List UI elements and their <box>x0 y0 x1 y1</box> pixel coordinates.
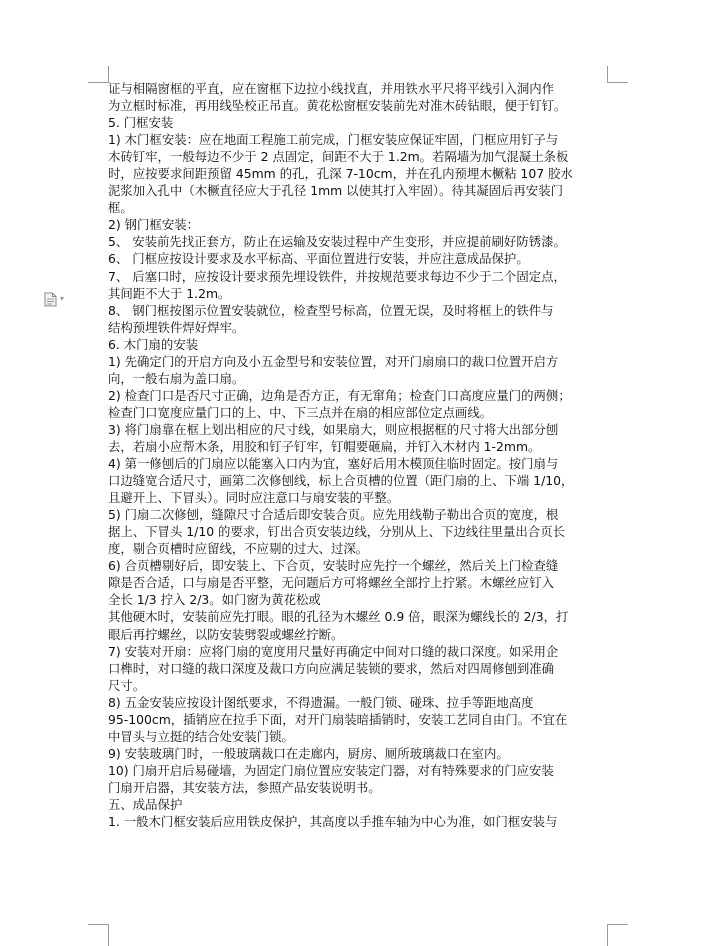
text-line: 五、成品保护 <box>108 796 183 812</box>
text-line: 3) 将门扇靠在框上划出相应的尺寸线，如果扇大，则应根据框的尺寸将大出部分刨 <box>108 421 559 437</box>
text-line: 且避开上、下冒头）。同时应注意口与扇安装的平整。 <box>108 490 400 506</box>
text-line: 眼后再拧螺丝，以防安装劈裂或螺丝拧断。 <box>108 626 344 642</box>
text-line: 5、 安装前先找正套方，防止在运输及安装过程中产生变形，并应提前刷好防锈漆。 <box>108 234 566 250</box>
text-line: 向，一般右扇为盖口扇。 <box>108 370 245 386</box>
text-line: 8) 五金安装应按设计图纸要求，不得遗漏。一般门锁、碰珠、拉手等距地高度 <box>108 694 534 710</box>
text-line: 隙是否合适，口与扇是否平整，无问题后方可将螺丝全部拧上拧紧。木螺丝应钉入 <box>108 575 555 591</box>
text-line: 2) 钢门框安装： <box>108 217 199 233</box>
text-line: 1. 一般木门框安装后应用铁皮保护，其高度以手推车轴为中心为准，如门框安装与 <box>108 814 558 830</box>
text-line: 95-100cm，插销应在拉手下面，对开门扇装暗插销时，安装工艺同自由门。不宜在 <box>108 711 568 727</box>
text-line: 泥浆加入孔中（木橛直径应大于孔径 1mm 以使其打入牢固）。待其凝固后再安装门 <box>108 183 563 199</box>
text-line: 框。 <box>108 200 133 216</box>
text-line: 度，剔合页槽时应留线，不应剔的过大、过深。 <box>108 541 369 557</box>
text-line: 6) 合页槽剔好后，即安装上、下合页，安装时应先拧一个螺丝，然后关上门检查缝 <box>108 558 559 574</box>
text-line: 5) 门扇二次修刨，缝隙尺寸合适后即安装合页。应先用线勒子勒出合页的宽度，根 <box>108 507 559 523</box>
text-line: 其间距不大于 1.2m。 <box>108 285 231 301</box>
text-line: 7) 安装对开扇：应将门扇的宽度用尺量好再确定中间对口缝的裁口深度。如采用企 <box>108 643 559 659</box>
text-line: 全长 1/3 拧入 2/3。如门窗为黄花松或 <box>108 592 321 608</box>
text-line: 检查门口宽度应量门口的上、中、下三点并在扇的相应部位定点画线。 <box>108 404 493 420</box>
text-line: 口边缝宽合适尺寸，画第二次修刨线，标上合页槽的位置（距门扇的上、下端 1/10， <box>108 473 574 489</box>
chevron-down-icon: ▾ <box>60 294 65 303</box>
text-line: 中冒头与立挺的结合处安装门锁。 <box>108 728 294 744</box>
document-outline-icon <box>44 292 57 307</box>
text-line: 1) 先确定门的开启方向及小五金型号和安装位置，对开门扇扇口的裁口位置开启方 <box>108 353 559 369</box>
text-line: 10) 门扇开启后易碰墙，为固定门扇位置应安装定门器，对有特殊要求的门应安装 <box>108 762 554 778</box>
text-line: 1) 木门框安装：应在地面工程施工前完成，门框安装应保证牢固，门框应用钉子与 <box>108 132 559 148</box>
corner-mark-bottom-right <box>607 924 628 946</box>
corner-mark-top-left <box>88 66 109 83</box>
corner-mark-bottom-left <box>88 924 109 946</box>
text-line: 2) 检查门口是否尺寸正确，边角是否方正，有无窜角；检查门口高度应量门的两侧； <box>108 387 571 403</box>
text-line: 去，若扇小应帮木条，用胶和钉子钉牢，钉帽要砸扁，并钉入木材内 1-2mm。 <box>108 438 541 454</box>
text-line: 结构预埋铁件焊好焊牢。 <box>108 319 245 335</box>
text-line: 4) 第一修刨后的门扇应以能塞入口内为宜，塞好后用木模顶住临时固定。按门扇与 <box>108 456 559 472</box>
text-line: 6、 门框应按设计要求及水平标高、平面位置进行安装，并应注意成品保护。 <box>108 251 529 267</box>
text-line: 证与相隔窗框的平直，应在窗框下边拉小线找直，并用铁水平尺将平线引入洞内作 <box>108 81 555 96</box>
text-line: 门扇开启器，其安装方法，参照产品安装说明书。 <box>108 779 381 795</box>
text-line: 为立框时标准，再用线坠校正吊直。黄花松窗框安装前先对准木砖钻眼，便于钉钉。 <box>108 98 567 114</box>
text-line: 木砖钉牢，一般每边不少于 2 点固定，间距不大于 1.2m。若隔墙为加气混凝土条板 <box>108 149 569 165</box>
text-line: 9) 安装玻璃门时，一般玻璃裁口在走廊内，厨房、厕所玻璃裁口在室内。 <box>108 745 509 761</box>
text-line: 其他硬木时，安装前应先打眼。眼的孔径为木螺丝 0.9 倍，眼深为螺线长的 2/3，打 <box>108 609 569 625</box>
text-line: 尺寸。 <box>108 677 146 693</box>
document-body <box>108 80 613 830</box>
text-line: 时，应按要求间距预留 45mm 的孔，孔深 7-10cm，并在孔内预埋木橛粘 107 胶水 <box>108 166 573 182</box>
document-outline-button[interactable] <box>44 290 74 308</box>
text-line: 5. 门框安装 <box>108 115 174 131</box>
text-line: 口榫时，对口缝的裁口深度及裁口方向应满足装锁的要求，然后对四周修刨到准确 <box>108 660 555 676</box>
text-line: 7、 后塞口时，应按设计要求预先埋设铁件，并按规范要求每边不少于二个固定点， <box>108 268 566 284</box>
text-line: 8、 钢门框按图示位置安装就位，检查型号标高，位置无误，及时将框上的铁件与 <box>108 302 554 318</box>
text-line: 6. 木门扇的安装 <box>108 336 199 352</box>
text-line: 据上、下冒头 1/10 的要求，钉出合页安装边线，分别从上、下边线往里量出合页长 <box>108 524 565 540</box>
